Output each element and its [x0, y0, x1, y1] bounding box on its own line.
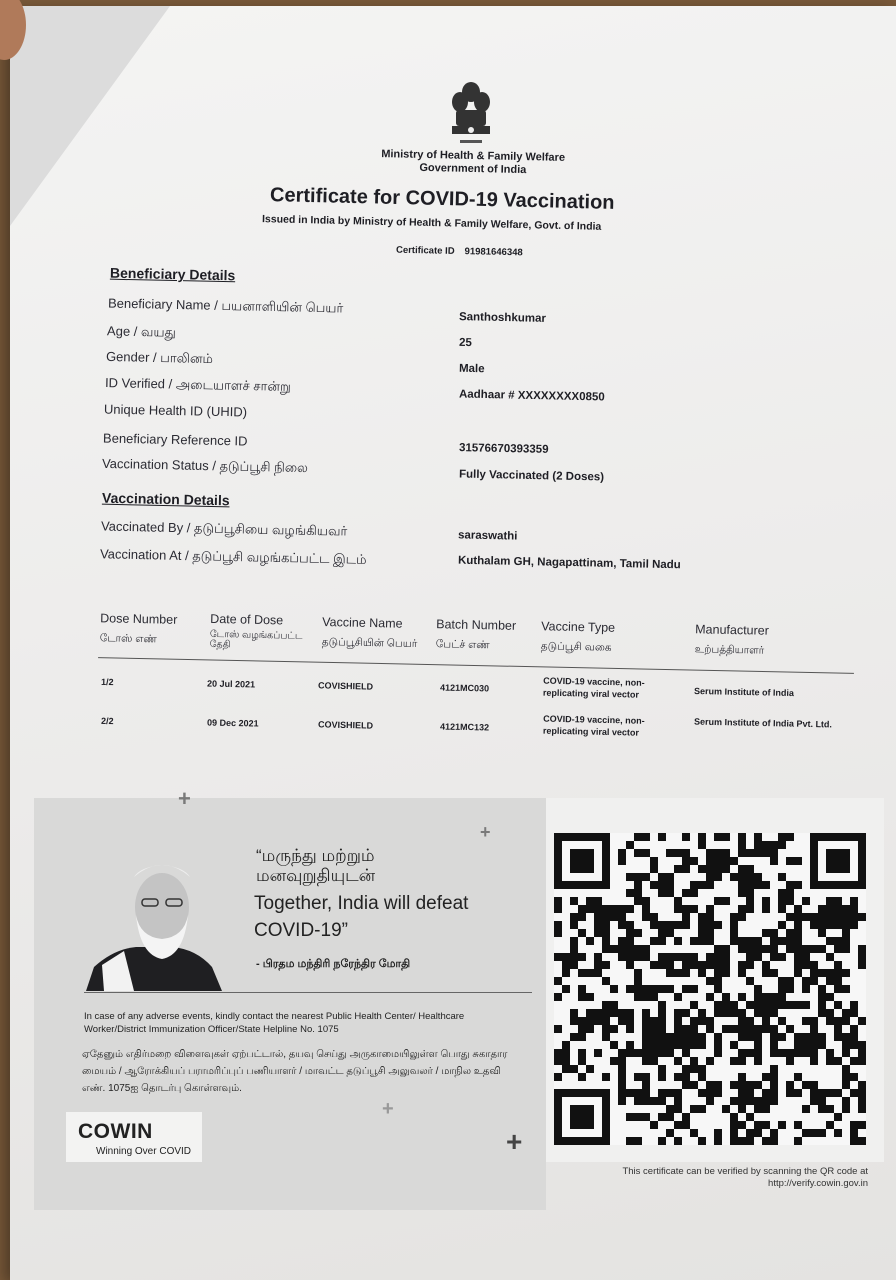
beneficiary-details-heading: Beneficiary Details — [109, 264, 236, 284]
paper-fold — [10, 6, 170, 226]
beneficiary-name-value: Santhoshkumar — [458, 311, 547, 325]
certificate-id-label: Certificate ID — [395, 244, 455, 257]
beneficiary-reference-label: Beneficiary Reference ID — [102, 430, 248, 449]
verification-text: This certificate can be verified by scanning the QR code at — [622, 1166, 868, 1177]
uhid-label: Unique Health ID (UHID) — [103, 401, 248, 420]
banner-divider — [84, 992, 532, 993]
certificate-title: Certificate for COVID-19 Vaccination — [269, 184, 615, 214]
age-label: Age / வயது — [106, 323, 176, 340]
header-date-of-dose: Date of Dose டோஸ் வழங்கப்பட்ட தேதி — [209, 611, 303, 651]
row1-manufacturer: Serum Institute of India — [693, 685, 795, 699]
header-vaccine-name: Vaccine Name தடுப்பூசியின் பெயர் — [321, 615, 418, 650]
vaccination-status-label: Vaccination Status / தடுப்பூசி நிலை — [101, 455, 309, 476]
plus-icon: + — [480, 822, 491, 842]
vaccinated-by-label: Vaccinated By / தடுப்பூசியை வழங்கியவர் — [100, 518, 348, 539]
row2-manufacturer: Serum Institute of India Pvt. Ltd. — [693, 716, 833, 730]
vaccinated-by-value: saraswathi — [457, 529, 518, 543]
row2-dose: 2/2 — [100, 715, 114, 727]
beneficiary-reference-value: 31576670393359 — [458, 442, 549, 456]
quote-attribution: - பிரதம மந்திரி நரேந்திர மோதி — [256, 958, 411, 970]
header-manufacturer: Manufacturer உற்பத்தியாளர் — [694, 622, 770, 657]
plus-icon: + — [506, 1126, 523, 1157]
beneficiary-name-label: Beneficiary Name / பயனாளியின் பெயர் — [107, 295, 344, 316]
ministry-heading — [368, 148, 578, 178]
row1-dose: 1/2 — [100, 676, 114, 688]
vaccination-status-value: Fully Vaccinated (2 Doses) — [458, 468, 605, 484]
row1-batch: 4121MC030 — [439, 682, 490, 694]
cowin-tagline: Winning Over COVID — [96, 1146, 192, 1157]
verification-url: http://verify.cowin.gov.in — [768, 1178, 868, 1189]
adverse-events-tamil: ஏதேனும் எதிர்மறை விளைவுகள் ஏற்பட்டால், தயவு செய்து அருகாமையிலுள்ள பொது சுகாதார மையம் / ஆரோக்கியப் பராமரிப்புப் பணியாளர் / மாவட்ட தடுப்பூசி அலுவலர் / மாநில உதவி எண். 1075ஐ தொடர்பு கொள்ளவும். — [82, 1049, 508, 1094]
cowin-logo: COWIN — [78, 1120, 153, 1143]
vaccination-at-label: Vaccination At / தடுப்பூசி வழங்கப்பட்ட இடம் — [99, 546, 367, 567]
row1-date: 20 Jul 2021 — [206, 678, 256, 690]
verification-note — [560, 1166, 868, 1190]
plus-icon: + — [382, 1098, 394, 1120]
row2-date: 09 Dec 2021 — [206, 717, 259, 729]
plus-icon: + — [178, 786, 191, 811]
vaccination-at-value: Kuthalam GH, Nagapattinam, Tamil Nadu — [457, 554, 681, 572]
age-value: 25 — [458, 336, 472, 350]
certificate-id-value: 91981646348 — [464, 246, 523, 259]
certificate-subtitle: Issued in India by Ministry of Health & Family Welfare, Govt. of India — [261, 213, 602, 233]
national-emblem-icon — [448, 78, 494, 148]
id-verified-label: ID Verified / அடையாளச் சான்று — [104, 375, 292, 394]
cowin-logo-box — [66, 1112, 202, 1162]
row2-batch: 4121MC132 — [439, 721, 490, 733]
header-dose-number: Dose Number டோஸ் எண் — [99, 611, 178, 646]
adverse-events-english: In case of any adverse events, kindly contact the nearest Public Health Center/ Healthcare Worker/District Immunization Officer/State Helpline No. 1075 — [84, 1011, 465, 1035]
vaccination-details-heading: Vaccination Details — [101, 489, 230, 509]
prime-minister-portrait — [84, 855, 224, 991]
row1-vaccine-type: COVID-19 vaccine, non-replicating viral vector — [542, 675, 645, 700]
id-verified-value: Aadhaar # XXXXXXXX0850 — [458, 388, 605, 404]
row1-vaccine-name: COVISHIELD — [317, 680, 374, 692]
quote-tamil: “மருந்து மற்றும் மனவுறுதியுடன் — [256, 846, 376, 885]
row2-vaccine-name: COVISHIELD — [317, 719, 374, 731]
quote-english: Together, India will defeat COVID-19” — [254, 893, 469, 941]
gender-label: Gender / பாலினம் — [105, 348, 214, 367]
ministry-name: Ministry of Health & Family Welfare — [381, 148, 566, 164]
row2-vaccine-type: COVID-19 vaccine, non-replicating viral vector — [542, 713, 645, 738]
header-vaccine-type: Vaccine Type தடுப்பூசி வகை — [540, 619, 616, 654]
gender-value: Male — [458, 362, 485, 376]
verification-qr-code[interactable] — [554, 826, 866, 1152]
government-name: Government of India — [419, 161, 527, 177]
header-batch-number: Batch Number பேட்ச் எண் — [435, 617, 517, 652]
